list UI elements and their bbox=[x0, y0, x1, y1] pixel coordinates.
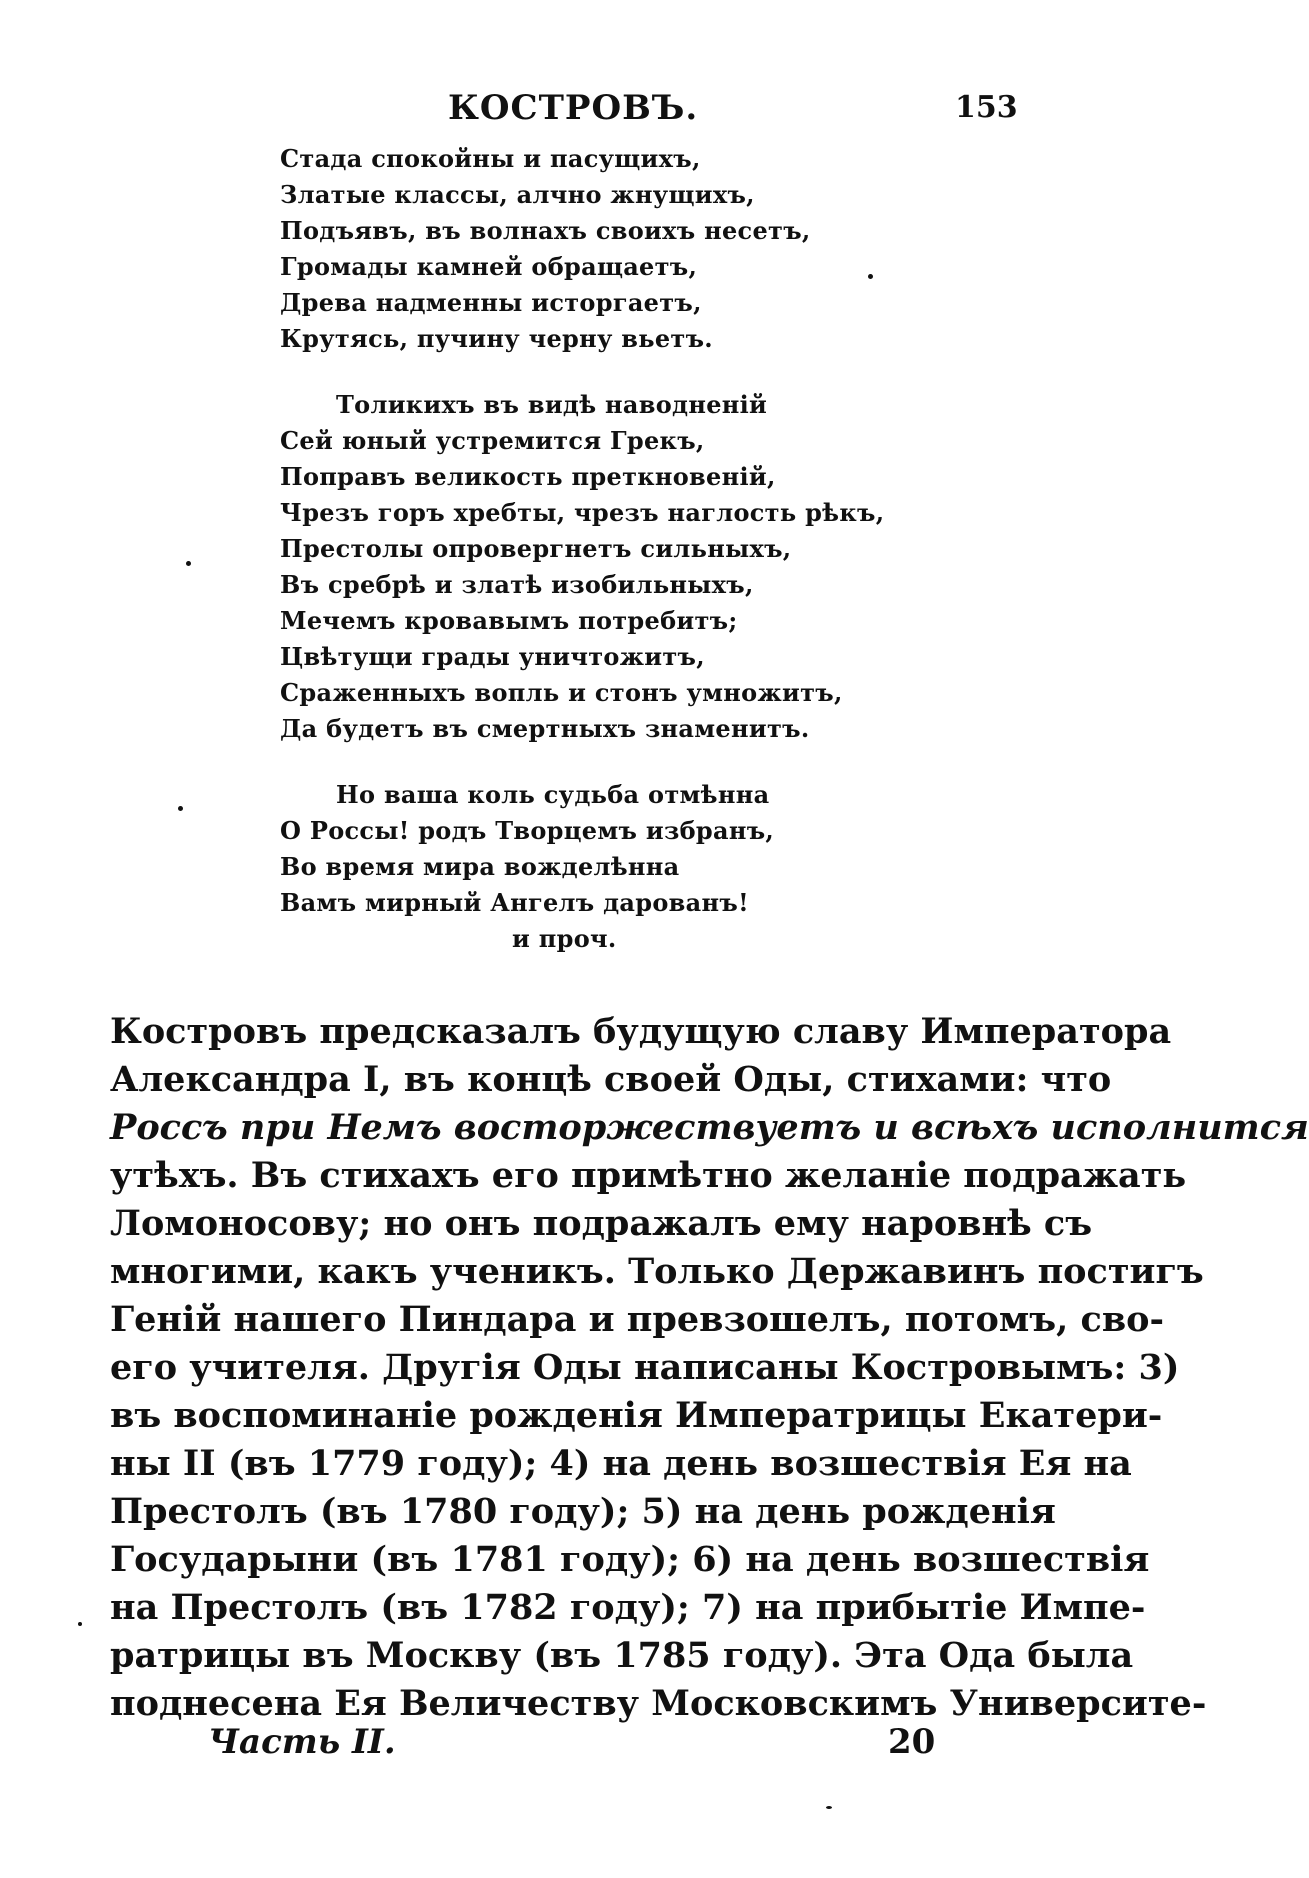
scan-speck bbox=[826, 1806, 832, 1809]
verse-line: Громады камней обращаетъ, bbox=[280, 252, 698, 281]
verse-line: Сей юный устремится Грекъ, bbox=[280, 426, 705, 455]
prose-line: Престолъ (въ 1780 году); 5) на день рожденія bbox=[110, 1491, 1056, 1532]
prose-line: Ломоносову; но онъ подражалъ ему наровнѣ съ bbox=[110, 1203, 1093, 1244]
prose-line: на Престолъ (въ 1782 году); 7) на прибытіе Импе- bbox=[110, 1587, 1146, 1628]
prose-line: многими, какъ ученикъ. Только Державинъ постигъ bbox=[110, 1251, 1204, 1292]
verse-line: Въ сребрѣ и златѣ изобильныхъ, bbox=[280, 570, 754, 599]
verse-line: Престолы опровергнетъ сильныхъ, bbox=[280, 534, 792, 563]
scan-speck bbox=[186, 561, 191, 566]
verse-line: Но ваша коль судьба отмѣнна bbox=[336, 780, 770, 809]
prose-line: Геній нашего Пиндара и превзошелъ, потомъ, сво- bbox=[110, 1299, 1165, 1340]
verse-line: Цвѣтущи грады уничтожитъ, bbox=[280, 642, 705, 671]
running-head: КОСТРОВЪ. bbox=[448, 88, 699, 128]
prose-line: его учителя. Другія Оды написаны Костровымъ: 3) bbox=[110, 1347, 1180, 1388]
verse-line: Стада спокойны и пасущихъ, bbox=[280, 144, 701, 173]
prose-line: Костровъ предсказалъ будущую славу Императора bbox=[110, 1011, 1172, 1052]
prose-line: Государыни (въ 1781 году); 6) на день возшествія bbox=[110, 1539, 1150, 1580]
verse-line: Мечемъ кровавымъ потребитъ; bbox=[280, 606, 738, 635]
prose-line: Александра I, въ концѣ своей Оды, стихами: что bbox=[110, 1059, 1112, 1100]
verse-line-etc: и проч. bbox=[512, 924, 617, 953]
page-number: 153 bbox=[955, 90, 1018, 125]
verse-line: Сраженныхъ вопль и стонъ умножитъ, bbox=[280, 678, 843, 707]
verse-line: Поправъ великость преткновеній, bbox=[280, 462, 776, 491]
prose-line: утѣхъ. Въ стихахъ его примѣтно желаніе подражать bbox=[110, 1155, 1187, 1196]
part-label: Часть II. bbox=[208, 1722, 396, 1762]
verse-line: Во время мира вожделѣнна bbox=[280, 852, 680, 881]
verse-line: Подъявъ, въ волнахъ своихъ несетъ, bbox=[280, 216, 811, 245]
verse-line: Толикихъ въ видѣ наводненій bbox=[336, 390, 768, 419]
verse-line: Вамъ мирный Ангелъ дарованъ! bbox=[280, 888, 749, 917]
signature-mark: 20 bbox=[888, 1722, 936, 1762]
verse-line: Чрезъ горъ хребты, чрезъ наглость рѣкъ, bbox=[280, 498, 885, 527]
verse-line: Крутясь, пучину черну вьетъ. bbox=[280, 324, 713, 353]
verse-line: Златые классы, алчно жнущихъ, bbox=[280, 180, 755, 209]
prose-line: поднесена Ея Величеству Московскимъ Университе- bbox=[110, 1683, 1207, 1724]
verse-line: О Россы! родъ Творцемъ избранъ, bbox=[280, 816, 775, 845]
verse-line: Древа надменны исторгаетъ, bbox=[280, 288, 702, 317]
scan-speck bbox=[178, 806, 183, 811]
prose-line: Россъ при Немъ восторжествуетъ и всѣхъ исполнится bbox=[110, 1107, 1309, 1148]
prose-line: ны II (въ 1779 году); 4) на день возшествія Ея на bbox=[110, 1443, 1132, 1484]
verse-line: Да будетъ въ смертныхъ знаменитъ. bbox=[280, 714, 810, 743]
scan-speck bbox=[78, 1622, 82, 1626]
prose-line: ратрицы въ Москву (въ 1785 году). Эта Ода была bbox=[110, 1635, 1134, 1676]
scan-speck bbox=[868, 274, 873, 279]
prose-line: въ воспоминаніе рожденія Императрицы Екатери- bbox=[110, 1395, 1163, 1436]
